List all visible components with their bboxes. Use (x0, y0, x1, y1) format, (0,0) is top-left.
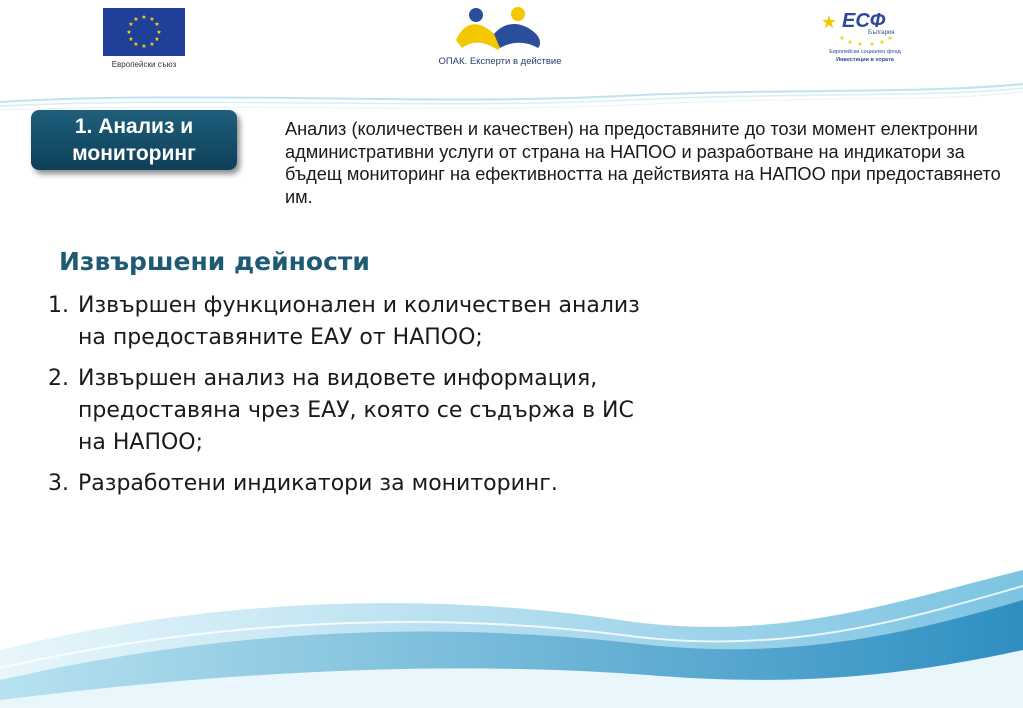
svg-text:★: ★ (154, 36, 160, 43)
svg-text:★: ★ (126, 29, 132, 36)
svg-text:★: ★ (887, 35, 893, 42)
svg-text:★: ★ (839, 35, 845, 42)
svg-text:★: ★ (820, 12, 838, 33)
list-item-text: Извършен анализ на видовете информация, предоставяна чрез ЕАУ, която се съдържа в ИС на НАПОО; (78, 366, 634, 455)
esf-logo (820, 8, 910, 68)
list-item (48, 468, 668, 500)
esf-logo-caption (820, 48, 910, 64)
list-item-number: 3. (48, 471, 69, 496)
list-item (48, 363, 668, 459)
opak-logo-caption: ОПАК. Експерти в действие (438, 56, 562, 67)
list-item-text: Извършен функционален и количествен анализ на предоставяните ЕАУ от НАПОО; (78, 293, 640, 350)
svg-text:★: ★ (141, 14, 147, 21)
eu-logo-caption: Европейски съюз (111, 60, 177, 69)
svg-text:★: ★ (133, 16, 139, 23)
svg-text:★: ★ (128, 36, 134, 43)
opak-logo (410, 4, 590, 70)
esf-logo-text: ЕСФ (842, 10, 886, 32)
svg-text:★: ★ (128, 21, 134, 28)
list-item-number: 2. (48, 366, 69, 391)
list-item-text: Разработени индикатори за мониторинг. (78, 471, 558, 496)
svg-text:★: ★ (149, 41, 155, 48)
section-title-badge (31, 110, 237, 170)
svg-text:★: ★ (133, 41, 139, 48)
svg-text:★: ★ (149, 16, 155, 23)
svg-text:★: ★ (879, 39, 885, 46)
svg-text:★: ★ (141, 43, 147, 50)
esf-caption-line2: Инвестиции в хората (836, 57, 894, 63)
svg-text:★: ★ (154, 21, 160, 28)
opak-figures-icon (410, 4, 590, 56)
section-title-line1: 1. Анализ и (74, 115, 194, 138)
eu-flag-icon (103, 8, 185, 56)
section-title-line2: мониторинг (72, 142, 196, 165)
activities-list (48, 290, 668, 509)
eu-logo (103, 8, 185, 68)
activities-heading: Извършени дейности (59, 247, 370, 276)
section-intro-text: Анализ (количествен и качествен) на предоставяните до този момент електронни административни услуги от страна на НАПОО и разработване на индикатори за бъдещ мониторинг на ефективността на действията на НАПОО при предоставянето им. (285, 119, 1001, 207)
svg-text:★: ★ (857, 41, 863, 48)
bottom-wave-decoration (0, 560, 1023, 708)
list-item (48, 290, 668, 354)
esf-country-label: България (868, 30, 895, 36)
svg-text:★: ★ (847, 39, 853, 46)
esf-caption-line1: Европейски социален фонд (829, 49, 901, 55)
list-item-number: 1. (48, 293, 69, 318)
svg-text:★: ★ (156, 29, 162, 36)
svg-text:★: ★ (869, 41, 875, 48)
